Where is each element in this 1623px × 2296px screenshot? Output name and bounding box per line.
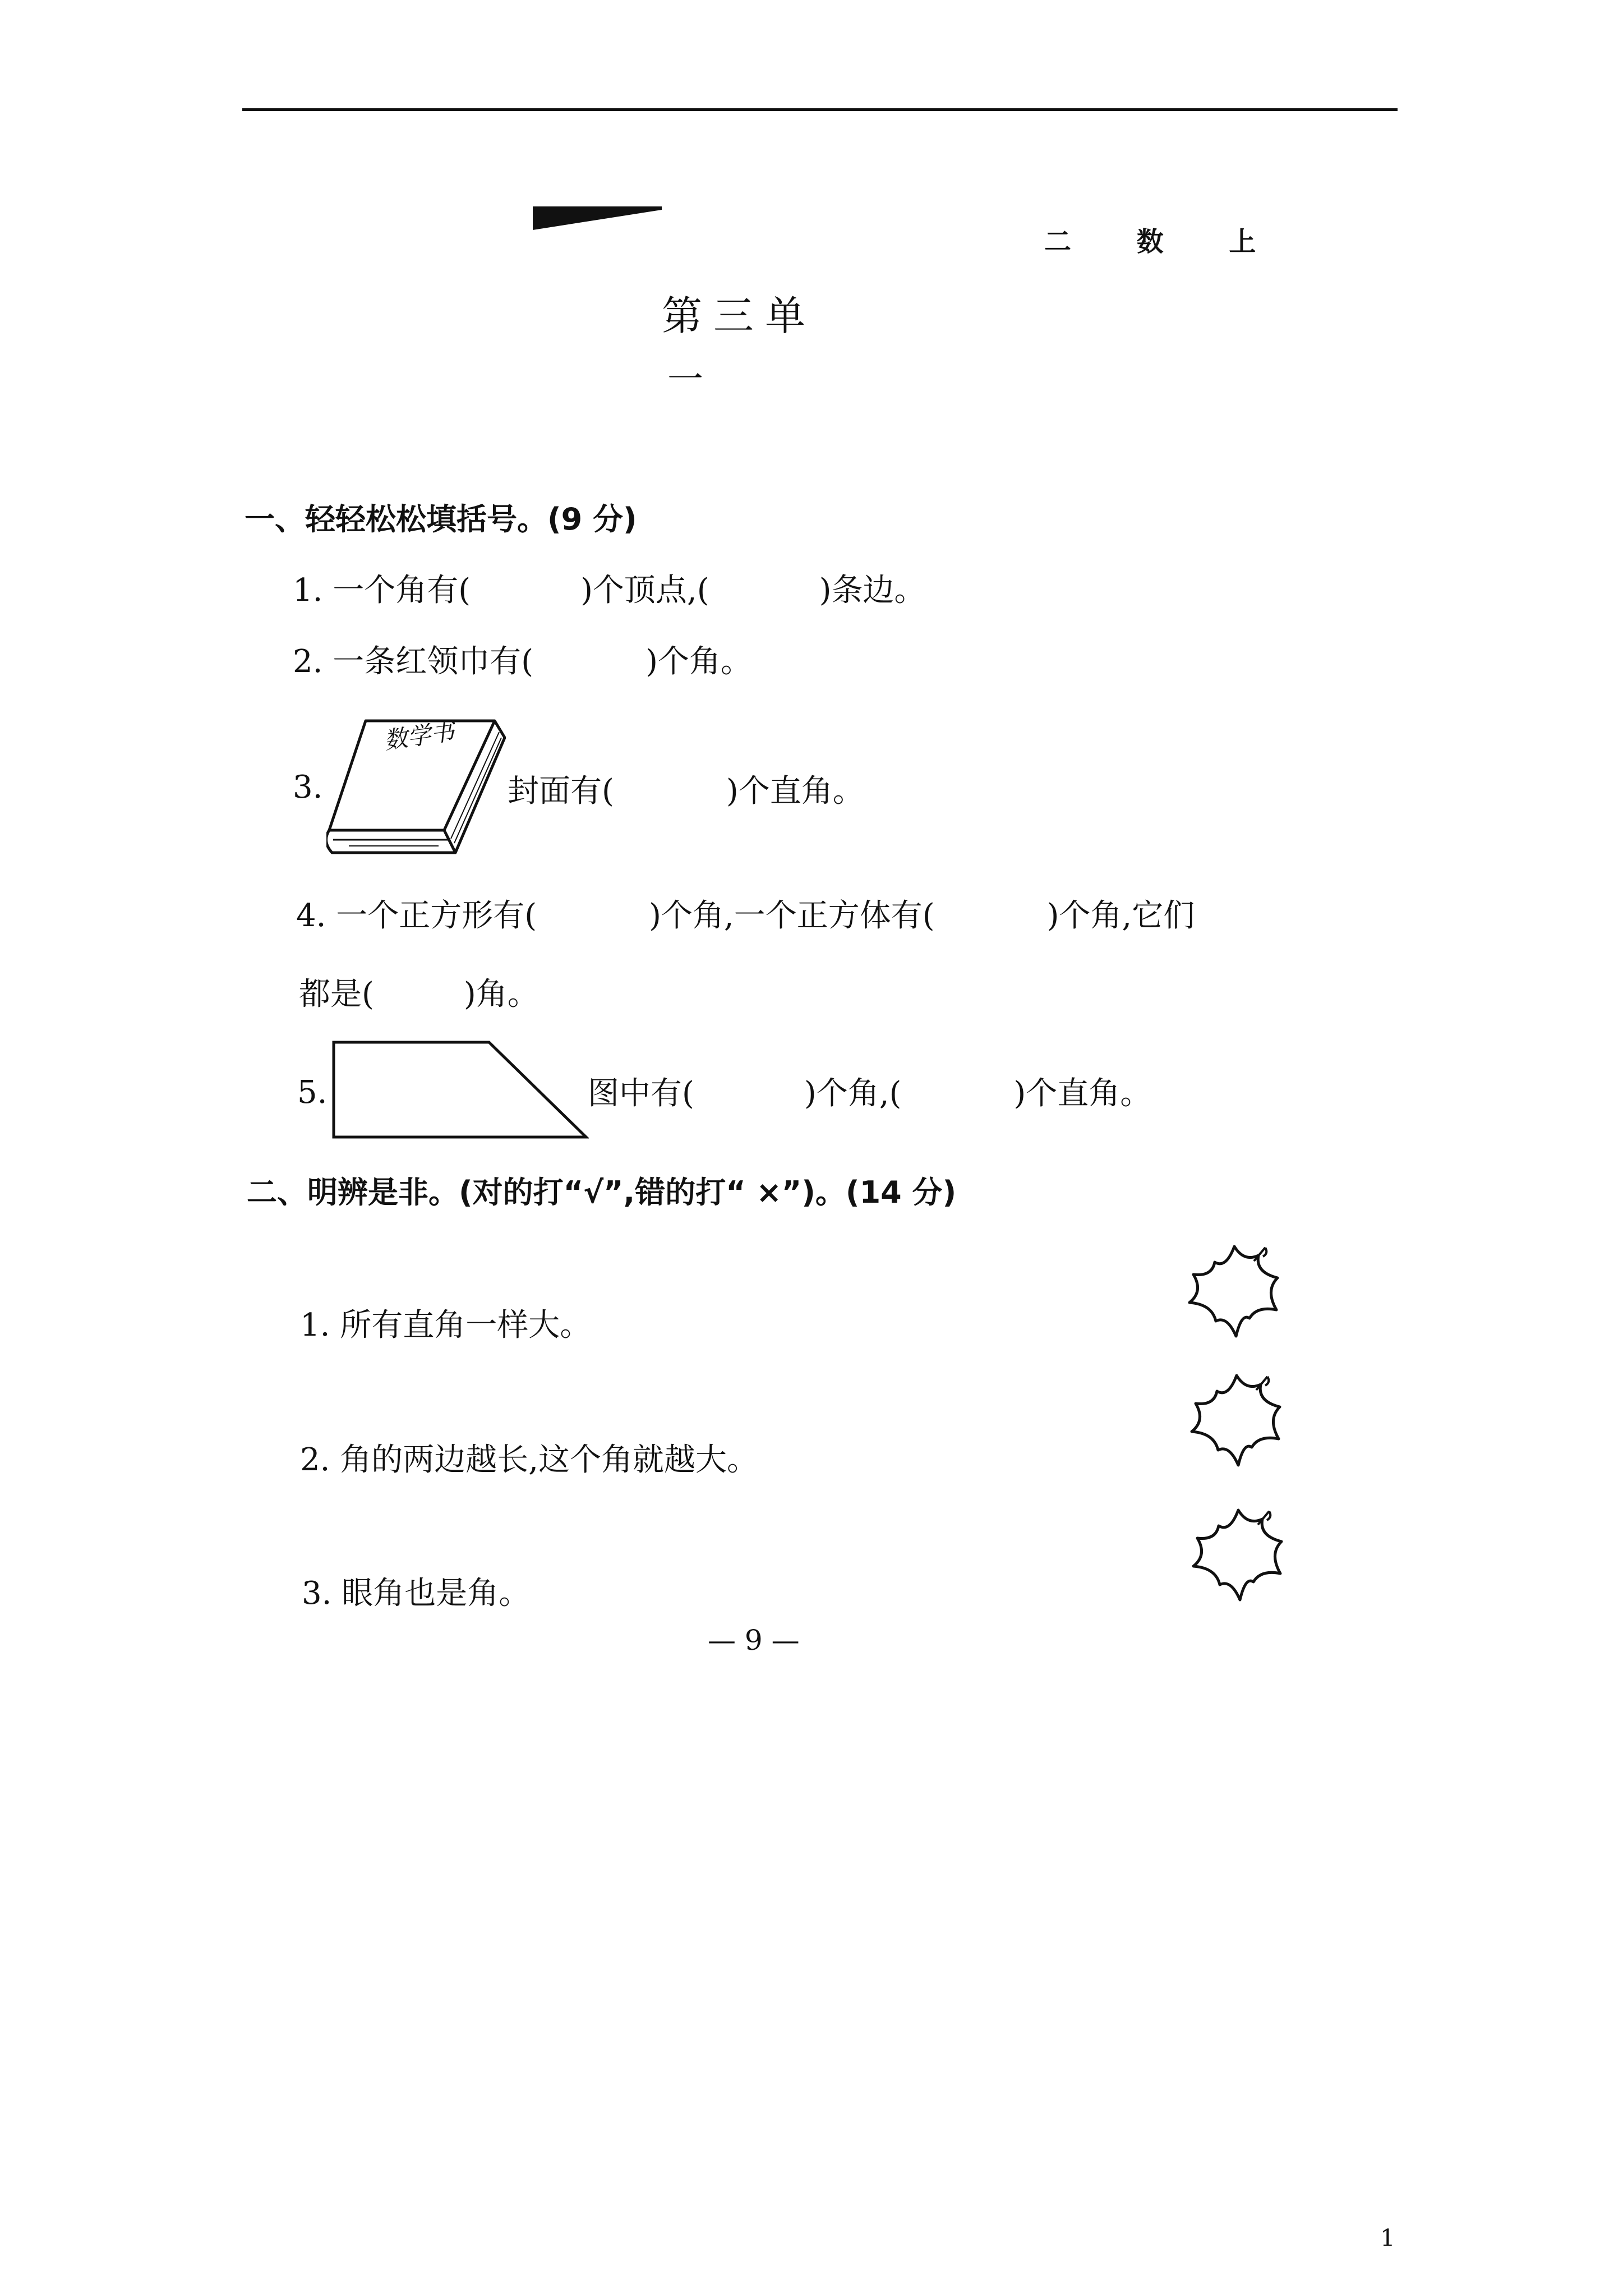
section1-heading: 一、轻轻松松填括号。(9 分) (245, 501, 637, 537)
unit-subtitle: 一 (667, 359, 703, 401)
question-3-number: 3. (293, 769, 323, 806)
q1-text-b: )个顶点,( (580, 572, 709, 609)
q4-text-d: 都是( (299, 976, 374, 1013)
q4-text-a: 4. 一个正方形有( (296, 898, 537, 934)
top-rule (242, 108, 1398, 111)
q5-text-c: )个直角。 (1013, 1075, 1152, 1112)
judgment-item-1: 1. 所有直角一样大。 (300, 1307, 592, 1343)
leaf-answer-box-2[interactable] (1183, 1369, 1290, 1470)
trapezoid-figure (331, 1041, 589, 1142)
question-5-text (588, 1069, 1151, 1114)
q1-text-c: )条边。 (819, 572, 926, 609)
judgment-item-3: 3. 眼角也是角。 (302, 1575, 531, 1612)
corner-page-number: 1 (1380, 2224, 1395, 2252)
question-4-continued (299, 969, 539, 1014)
q2-text-b: )个角。 (645, 643, 752, 680)
leaf-answer-box-3[interactable] (1185, 1503, 1292, 1604)
question-4 (296, 891, 1195, 936)
q5-text-a: 图中有( (588, 1075, 694, 1112)
book-cover-title: 数学书 (382, 717, 457, 754)
judgment-item-2: 2. 角的两边越长,这个角就越大。 (300, 1442, 759, 1478)
math-book-illustration (326, 710, 506, 867)
header-right-text: 二 数 上 (1044, 226, 1284, 257)
q5-text-b: )个角,( (804, 1075, 902, 1112)
page-number: — 9 — (708, 1624, 800, 1657)
leaf-answer-box-1[interactable] (1181, 1240, 1288, 1341)
unit-title: 第三单 (662, 292, 817, 339)
question-1 (293, 565, 925, 610)
q3-text-a: 封面有( (508, 773, 614, 809)
q2-text-a: 2. 一条红领巾有( (293, 643, 534, 680)
header-wedge-mark (533, 202, 662, 230)
q4-text-c: )个角,它们 (1046, 898, 1195, 934)
section2-heading: 二、明辨是非。(对的打“√”,错的打“ ×”)。(14 分) (247, 1175, 957, 1210)
question-5-number: 5. (297, 1074, 328, 1111)
question-3-text (508, 766, 864, 811)
q3-text-b: )个直角。 (726, 773, 864, 809)
q4-text-b: )个角,一个正方体有( (649, 898, 935, 934)
q4-text-e: )角。 (463, 976, 539, 1013)
question-2 (293, 637, 752, 682)
q1-text-a: 1. 一个角有( (293, 572, 471, 609)
